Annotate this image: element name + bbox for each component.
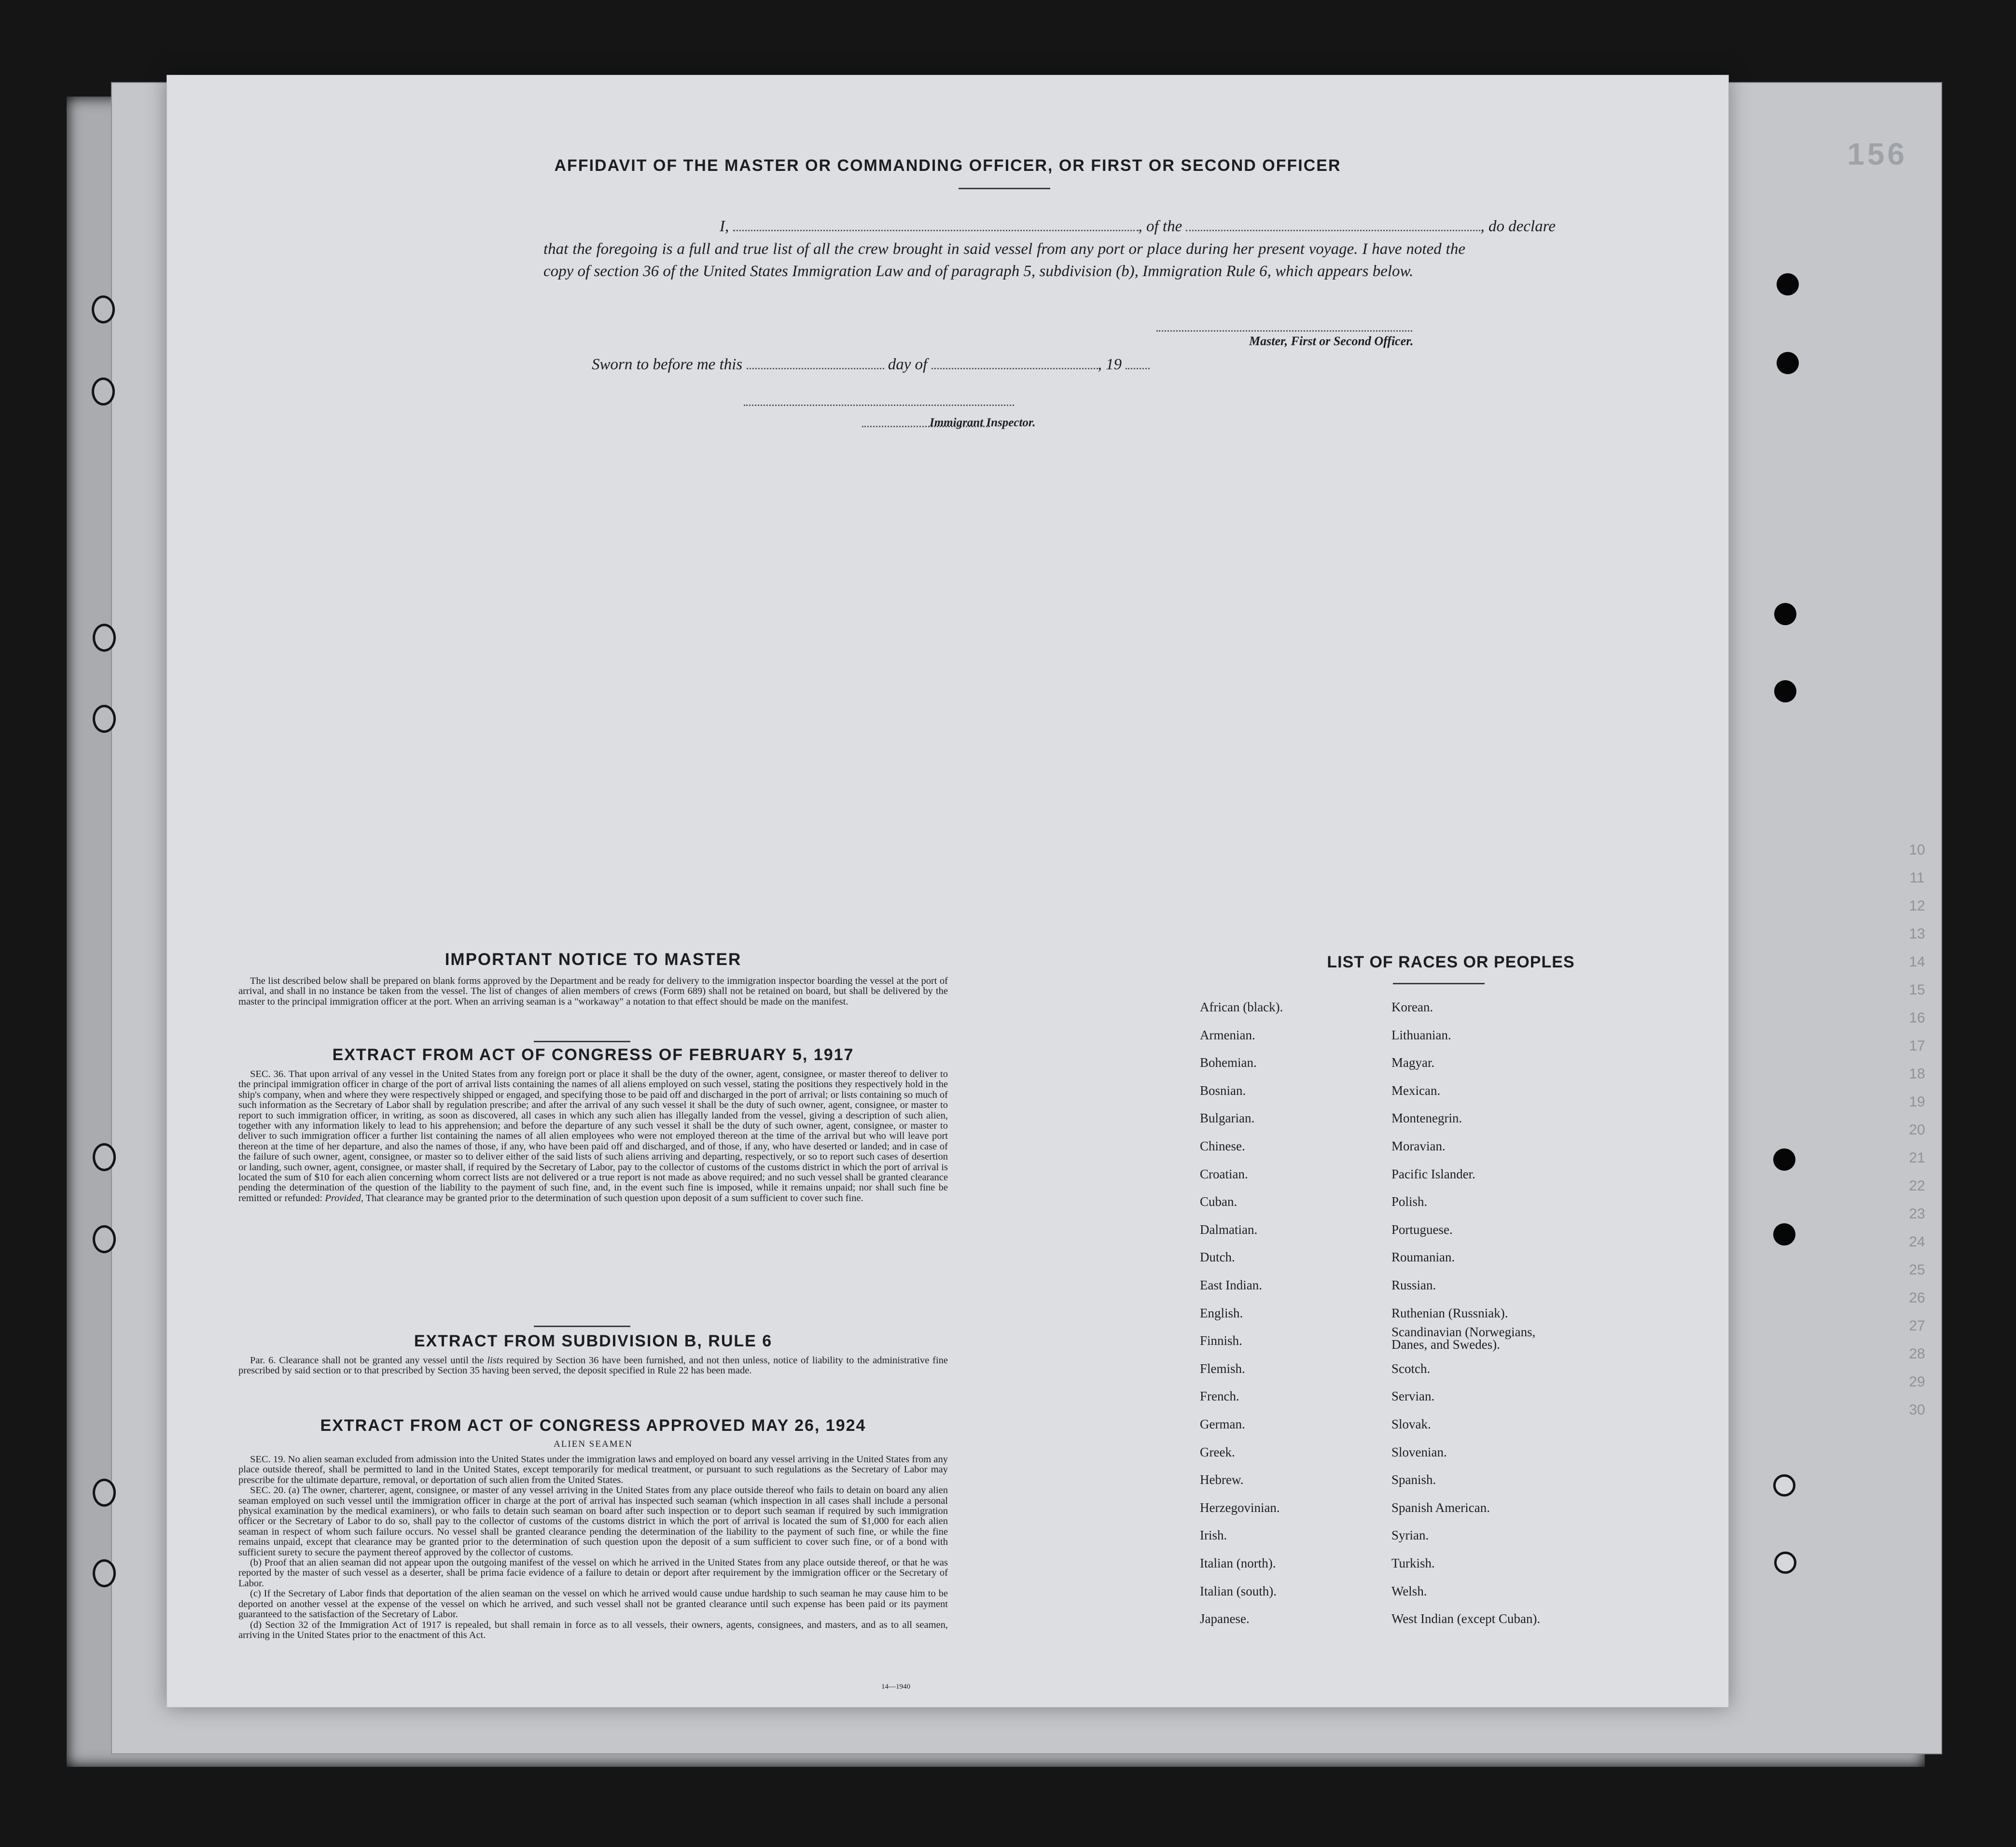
notice-text: The list described below shall be prepared on blank forms approved by the Department and be ready for delivery to the immigration inspector boarding the vessel at the port of arrival, and shall in no instance be taken from the vessel. The list of changes of alien members of crews (Form 689) shall not be retained on board, but shall be delivered by the master to the principal immigration officer at the port. When an arriving seaman is a "workaway" a notation to that effect should be made on the manifest. (238, 976, 948, 1007)
affidavit-declaration-line (720, 216, 1556, 236)
race-item: Italian (south). (1200, 1583, 1277, 1598)
sworn-day-of: day of (888, 356, 928, 373)
line-number: 14 (1909, 954, 1925, 970)
race-item: Cuban. (1200, 1194, 1237, 1209)
bleed-through-page-number: 156 (1847, 137, 1907, 171)
line-number: 27 (1909, 1318, 1925, 1334)
binding-hole (1774, 1552, 1796, 1574)
inspector-signature-line[interactable] (744, 405, 1014, 406)
line-number: 10 (1909, 842, 1925, 858)
race-item: English. (1200, 1305, 1243, 1320)
race-item: Hebrew. (1200, 1472, 1244, 1487)
binding-hole (92, 295, 115, 323)
race-item: East Indian. (1200, 1278, 1262, 1292)
race-item: Russian. (1391, 1278, 1436, 1292)
race-item: Servian. (1391, 1389, 1435, 1404)
race-item: Italian (north). (1200, 1556, 1276, 1570)
line-number: 24 (1909, 1234, 1925, 1250)
binding-hole (92, 378, 115, 406)
line-number: 26 (1909, 1290, 1925, 1306)
race-item: Spanish American. (1391, 1500, 1490, 1515)
line-number: 13 (1909, 926, 1925, 942)
race-item: Turkish. (1391, 1556, 1435, 1570)
extract-1917-section (238, 1046, 948, 1203)
extract-rule6-title: EXTRACT FROM SUBDIVISION B, RULE 6 (414, 1332, 773, 1350)
race-item: French. (1200, 1389, 1239, 1404)
binding-hole (1777, 352, 1799, 374)
extract-1924-paragraph: (d) Section 32 of the Immigration Act of 1917 is repealed, but shall remain in force as to all vessels, their owners, agents, consignees, and masters, and as to all seamen, arriving in the United States prior to the enactment of this Act. (238, 1619, 948, 1640)
extract-1924-paragraph: (b) Proof that an alien seaman did not appear upon the outgoing manifest of the vessel on which he arrived in the United States from any place outside thereof, or that he was reported by the master of such vessel as a deserter, shall be prima facie evidence of a failure to detain or deport after requirement by the immigration officer or the Secretary of Labor. (238, 1557, 948, 1589)
manifest-page (167, 75, 1729, 1707)
race-item: Roumanian. (1391, 1250, 1455, 1265)
race-item: Lithuanian. (1391, 1027, 1451, 1042)
affidavit-of-the: , of the (1138, 218, 1182, 235)
bleed-through-line-numbers (1905, 836, 1929, 1424)
extract-1924-subtitle: ALIEN SEAMEN (554, 1439, 633, 1449)
extract-1917-text (238, 1069, 948, 1203)
extract-rule6-lists: lists (487, 1355, 503, 1366)
race-item: Magyar. (1391, 1055, 1435, 1070)
extract-1917-text-main: SEC. 36. That upon arrival of any vessel in the United States from any foreign port or place it shall be the duty of the owner, agent, consignee, or master thereof to deliver to the principal immigration officer in charge of the port of arrival lists containing the names of all aliens employed on such vessel, stating the positions they respectively hold in the ship's company, when and where they were respectively shipped or engaged, and specifying those to be paid off and discharged in the port of arrival; or lists containing so much of such information as the Secretary of Labor shall by regulation prescribe; and after the arrival of any such vessel it shall be the duty of such owner, agent, consignee, or master to report to such immigration officer, in writing, as soon as discovered, all cases in which any such alien has illegally landed from the vessel, giving a description of such alien, together with any information likely to lead to his apprehension; and before the departure of any such vessel it shall be the duty of such owner, agent, consignee, or master to deliver to such immigration officer a further list containing the names of all alien employees who were not employed thereon at the time of the arrival but who will leave port thereon at the time of her departure, and also the names of those, if any, who have been paid off and discharged, and of those, if any, who have deserted or landed; and in case of the failure of such owner, agent, consignee, or master so to deliver either of the said lists of such aliens arriving and departing, respectively, or so to report such cases of desertion or landing, such owner, agent, consignee, or master shall, if required by the Secretary of Labor, pay to the collector of customs of the customs district in which the port of arrival is located the sum of $10 for each alien concerning whom correct lists are not delivered or a true report is not made as above required; and no such vessel shall be granted clearance pending the determination of the question of the liability to the payment of such fine, and, in the event such fine is imposed, while it remains unpaid; nor shall such fine be remitted or refunded: (238, 1069, 948, 1203)
race-item: Flemish. (1200, 1361, 1245, 1376)
sworn-month-field[interactable] (932, 354, 1098, 369)
line-number: 29 (1909, 1374, 1925, 1390)
binding-hole (93, 705, 116, 733)
binding-hole (93, 1225, 116, 1253)
race-item: Korean. (1391, 1000, 1433, 1014)
line-number: 25 (1909, 1262, 1925, 1278)
race-item: Bohemian. (1200, 1055, 1257, 1070)
binding-hole (1774, 603, 1796, 625)
line-number: 16 (1909, 1010, 1925, 1026)
race-item: Ruthenian (Russniak). (1391, 1305, 1508, 1320)
extract-1917-text-end: That clearance may be granted prior to the determination of such question upon deposit of a sum sufficient to cover such fine. (365, 1192, 863, 1203)
binding-hole (1777, 273, 1799, 295)
extract-1924-paragraph: SEC. 19. No alien seaman excluded from admission into the United States under the immigration laws and employed on board any vessel arriving in the United States from any place outside thereof, shall be permitted to land in the United States, except temporarily for medical treatment, or pursuant to such regulations as the Secretary of Labor may prescribe for the ultimate departure, removal, or deportation of such alien from the United States. (238, 1454, 948, 1485)
divider (534, 1326, 630, 1327)
race-item: Japanese. (1200, 1611, 1250, 1626)
affidavit-paragraph: that the foregoing is a full and true list of all the crew brought in said vessel from any port or place during her present voyage. I have noted the copy of section 36 of the United States Immigration Law and of paragraph 5, subdivision (b), Immigration Rule 6, which appears below. (543, 240, 1465, 280)
race-item: Armenian. (1200, 1027, 1255, 1042)
extract-1917-provided: Provided, (325, 1192, 363, 1203)
line-number: 28 (1909, 1346, 1925, 1362)
races-divider (1393, 983, 1485, 984)
sworn-year: , 19 (1098, 356, 1122, 373)
race-item: Herzegovinian. (1200, 1500, 1280, 1515)
race-item: Greek. (1200, 1444, 1235, 1459)
binding-hole (93, 1143, 116, 1171)
line-number: 12 (1909, 898, 1925, 914)
affidavit-i: I, (720, 218, 729, 235)
race-item: Polish. (1391, 1194, 1428, 1209)
races-title: LIST OF RACES OR PEOPLES (1327, 953, 1575, 971)
officer-signature-label: Master, First or Second Officer. (1249, 334, 1414, 348)
race-item: Dutch. (1200, 1250, 1235, 1265)
extract-1924-paragraph: (c) If the Secretary of Labor finds that deportation of the alien seaman on the vessel on which he arrived would cause undue hardship to such seaman he may cause him to be deported on another vessel at the expense of the vessel on which he arrived, and such vessel shall not be granted clearance until such expense has been paid or its payment guaranteed to the satisfaction of the Secretary of Labor. (238, 1588, 948, 1620)
extract-rule6-section (238, 1332, 948, 1376)
race-item: Syrian. (1391, 1528, 1429, 1543)
vessel-name-field[interactable] (1186, 216, 1480, 231)
race-item: West Indian (except Cuban). (1391, 1611, 1541, 1626)
binding-hole (1773, 1474, 1795, 1497)
race-item: German. (1200, 1417, 1245, 1431)
line-number: 11 (1909, 870, 1925, 886)
affidavit-do-declare: , do declare (1480, 218, 1556, 235)
binding-hole (93, 1559, 116, 1587)
race-item: Pacific Islander. (1391, 1166, 1475, 1181)
line-number: 23 (1909, 1206, 1925, 1222)
extract-rule6-text (238, 1356, 948, 1376)
line-number: 17 (1909, 1038, 1925, 1054)
race-item: Spanish. (1391, 1472, 1436, 1487)
race-item: Scotch. (1391, 1361, 1431, 1376)
line-number: 15 (1909, 982, 1925, 998)
race-item: Croatian. (1200, 1166, 1248, 1181)
line-number: 19 (1909, 1094, 1925, 1110)
race-item: Irish. (1200, 1528, 1227, 1543)
race-item: Mexican. (1391, 1083, 1441, 1098)
binding-hole (93, 624, 116, 652)
race-item: Montenegrin. (1391, 1111, 1462, 1126)
sworn-line (592, 354, 1150, 374)
inspector-label: Immigrant Inspector. (930, 416, 1036, 429)
race-item: Scandinavian (Norwegians, Danes, and Swedes). (1391, 1325, 1536, 1352)
line-number: 21 (1909, 1150, 1925, 1166)
race-item: Welsh. (1391, 1583, 1427, 1598)
race-item: Slovak. (1391, 1417, 1431, 1431)
binding-hole (1773, 1148, 1795, 1171)
extract-1924-paragraph: SEC. 20. (a) The owner, charterer, agent, consignee, or master of any vessel arriving in the United States from any place outside thereof who fails to detain on board any alien seaman employed on such vessel until the immigration officer in charge at the port of arrival has inspected such seaman (which inspection in all cases shall include a personal physical examination by the medical examiners), or who fails to detain such seaman on board after such inspection or to deport such seaman if required by such immigration officer or the Secretary of Labor to do so, shall pay to the collector of customs of the customs district in which the port of arrival is located the sum of $1,000 for each alien seaman in respect of whom such failure occurs. No vessel shall be granted clearance pending the determination of the liability to the payment of such fine, or while the fine remains unpaid, except that clearance may be granted prior to the determination of such question upon the deposit of a sum sufficient to cover such fine, or of a bond with sufficient surety to secure the payment thereof approved by the collector of customs. (238, 1485, 948, 1558)
race-item: Bosnian. (1200, 1083, 1246, 1098)
race-item: Bulgarian. (1200, 1111, 1255, 1126)
binding-hole (1773, 1223, 1795, 1245)
officer-signature-line[interactable] (1156, 330, 1412, 332)
affidavit-title: AFFIDAVIT OF THE MASTER OR COMMANDING OFFICER, OR FIRST OR SECOND OFFICER (554, 156, 1341, 175)
notice-title: IMPORTANT NOTICE TO MASTER (445, 950, 742, 969)
divider (534, 1041, 630, 1042)
binding-hole (93, 1479, 116, 1507)
race-item: Portuguese. (1391, 1222, 1453, 1237)
race-item: African (black). (1200, 1000, 1283, 1014)
title-divider (959, 188, 1050, 189)
line-number: 20 (1909, 1122, 1925, 1138)
race-item: Finnish. (1200, 1333, 1242, 1348)
extract-1924-title: EXTRACT FROM ACT OF CONGRESS APPROVED MAY 26, 1924 (320, 1416, 866, 1435)
extract-1924-section (238, 1416, 948, 1640)
extract-rule6-text-main: Par. 6. Clearance shall not be granted any vessel until the (250, 1355, 484, 1366)
form-code: 14—1940 (881, 1683, 910, 1691)
sworn-year-field[interactable] (1126, 354, 1150, 369)
extract-rule6-text-end: required by Section 36 have been furnished, and not then unless, notice of liability to the administrative fine prescribed by said section or to that prescribed by Section 35 having been served, the deposit specified in Rule 22 has been made. (238, 1355, 948, 1376)
sworn-prefix: Sworn to before me this (592, 356, 743, 373)
officer-name-field[interactable] (733, 216, 1139, 231)
sworn-day-field[interactable] (747, 354, 884, 369)
extract-1917-title: EXTRACT FROM ACT OF CONGRESS OF FEBRUARY 5, 1917 (332, 1046, 854, 1064)
line-number: 18 (1909, 1066, 1925, 1082)
notice-section (238, 950, 948, 1007)
race-item: Dalmatian. (1200, 1222, 1258, 1237)
race-item: Chinese. (1200, 1139, 1245, 1153)
line-number: 22 (1909, 1178, 1925, 1194)
race-item: Slovenian. (1391, 1444, 1447, 1459)
binding-hole (1774, 680, 1796, 702)
line-number: 30 (1909, 1402, 1925, 1418)
race-item: Moravian. (1391, 1139, 1446, 1153)
